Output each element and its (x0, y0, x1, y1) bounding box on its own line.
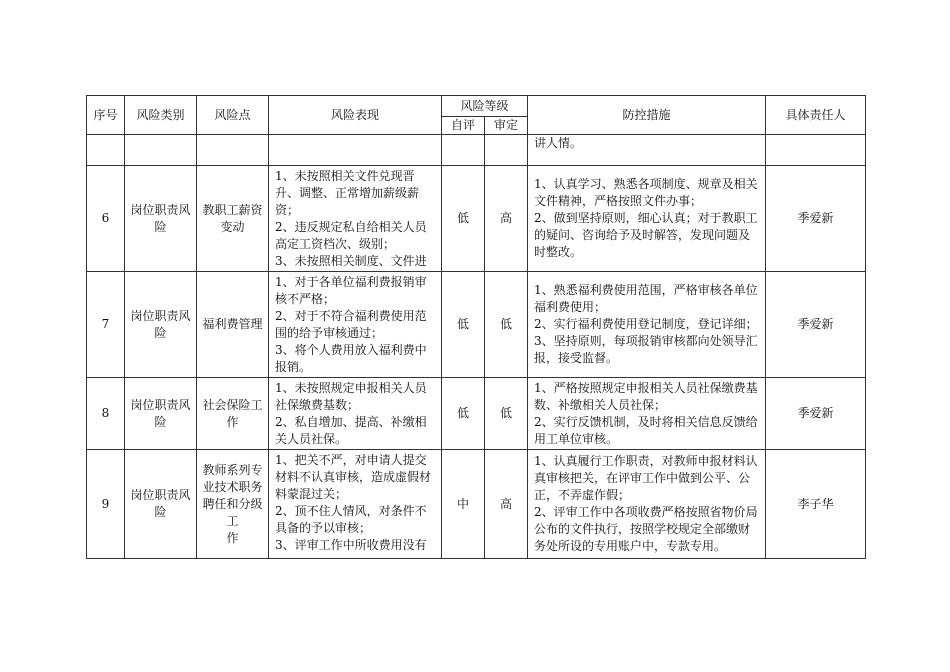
header-category: 风险类别 (125, 96, 197, 135)
cell-responsible: 季爱新 (766, 378, 866, 450)
cell-responsible: 李子华 (766, 450, 866, 559)
cell-category: 岗位职责风 险 (125, 450, 197, 559)
cell-manifestation (269, 135, 442, 166)
cell-review (485, 135, 528, 166)
cell-self-eval: 中 (442, 450, 485, 559)
table-row (87, 166, 866, 272)
table-row (87, 272, 866, 378)
cell-point: 教职工薪资 变动 (197, 166, 269, 272)
cell-review: 低 (485, 378, 528, 450)
header-point: 风险点 (197, 96, 269, 135)
cell-category: 岗位职责风 险 (125, 378, 197, 450)
cell-seq: 8 (87, 378, 125, 450)
cell-seq (87, 135, 125, 166)
header-seq: 序号 (87, 96, 125, 135)
cell-manifestation: 1、对于各单位福利费报销审 核不严格； 2、对于不符合福利费使用范 围的给予审核通过； 3、将个人费用放入福利费中 报销。 (275, 274, 427, 374)
cell-point: 教师系列专 业技术职务 聘任和分级 工 作 (197, 450, 269, 559)
cell-responsible (766, 135, 866, 166)
cell-seq: 7 (87, 272, 125, 378)
cell-measures: 1、熟悉福利费使用范围，严格审核各单位 福利费使用； 2、实行福利费使用登记制度，登记详细； 3、坚持原则，每项报销审核都向处领导汇 报，接受监督。 (534, 283, 758, 365)
header-measures: 防控措施 (528, 96, 766, 135)
cell-seq: 9 (87, 450, 125, 559)
risk-table (86, 95, 866, 559)
header-responsible: 具体责任人 (766, 96, 866, 135)
cell-manifestation: 1、未按照规定申报相关人员 社保缴费基数； 2、私自增加、提高、补缴相 关人员社保。 (275, 380, 427, 446)
cell-category: 岗位职责风 险 (125, 272, 197, 378)
header-manifestation: 风险表现 (269, 96, 442, 135)
cell-responsible: 季爱新 (766, 272, 866, 378)
cell-measures: 讲人情。 (534, 136, 583, 150)
cell-category: 岗位职责风 险 (125, 166, 197, 272)
cell-seq: 6 (87, 166, 125, 272)
cell-category (125, 135, 197, 166)
cell-measures: 1、认真学习、熟悉各项制度、规章及相关 文件精神，严格按照文件办事； 2、做到坚持原则，细心认真；对于教职工 的疑问、咨询给予及时解答，发现问题及 时整改。 (534, 177, 758, 259)
cell-review: 高 (485, 450, 528, 559)
cell-self-eval: 低 (442, 272, 485, 378)
cell-manifestation: 1、未按照相关文件兑现晋 升、调整、正常增加薪级薪 资； 2、违反规定私自给相关人员 高定工资档次、级别； 3、未按照相关制度、文件进 (275, 169, 427, 268)
cell-review: 低 (485, 272, 528, 378)
header-review: 审定 (485, 117, 528, 135)
cell-self-eval: 低 (442, 166, 485, 272)
cell-responsible: 季爱新 (766, 166, 866, 272)
table-row (87, 450, 866, 559)
cell-measures: 1、认真履行工作职责，对教师申报材料认 真审核把关，在评审工作中做到公平、公 正，不弄虚作假； 2、评审工作中各项收费严格按照省物价局 公布的文件执行，按照学校规定全部缴财 务处所设的专用账户中，专款专用。 (534, 454, 758, 553)
cell-manifestation: 1、把关不严，对申请人提交 材料不认真审核，造成虚假材 料蒙混过关； 2、顶不住人情风，对条件不 具备的予以审核； 3、评审工作中所收费用没有 (275, 453, 432, 552)
table-row (87, 135, 866, 166)
cell-review: 高 (485, 166, 528, 272)
header-self-eval: 自评 (442, 117, 485, 135)
cell-point: 福利费管理 (197, 272, 269, 378)
cell-point: 社会保险工 作 (197, 378, 269, 450)
cell-point (197, 135, 269, 166)
cell-self-eval (442, 135, 485, 166)
cell-measures: 1、严格按照规定申报相关人员社保缴费基 数、补缴相关人员社保； 2、实行反馈机制，及时将相关信息反馈给 用工单位审核。 (534, 380, 758, 446)
cell-self-eval: 低 (442, 378, 485, 450)
header-level: 风险等级 (442, 96, 528, 117)
table-row (87, 378, 866, 450)
